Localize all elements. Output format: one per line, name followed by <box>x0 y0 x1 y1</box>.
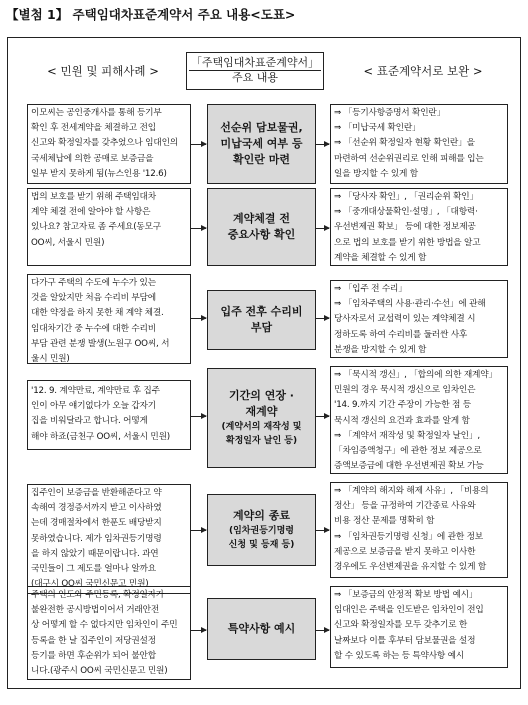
solution-line: ⇒ 「계약의 해지와 해제 사유」, 「비용의 <box>334 486 489 496</box>
solution-line: ⇒ 「당사자 확인」, 「권리순위 확인」 <box>334 192 478 202</box>
solution-line: 제공으로 보증금을 받지 못하고 이사한 <box>334 546 476 557</box>
topic-line: 미납국세 여부 등 <box>220 137 303 150</box>
case-box-3 <box>27 274 191 364</box>
solution-line: 으로 법의 보호를 받기 위한 방법을 알고 <box>334 237 481 248</box>
topic-box-5 <box>207 494 316 566</box>
case-line: 해야 하죠(금천구 OO씨, 서울시 민원) <box>31 431 170 442</box>
case-line: 있나요? 참고자료 좀 주세요(동모구 <box>31 222 161 233</box>
arrow-right <box>191 318 206 319</box>
solution-line: 분쟁을 방지할 수 있게 함 <box>334 344 427 355</box>
solution-line: 정하도록 하여 수리비를 둘러싼 사후 <box>334 329 468 340</box>
solution-box-5 <box>330 482 508 578</box>
solution-box-4 <box>330 366 508 474</box>
case-box-5 <box>27 484 191 594</box>
solution-line: 우선변제권 확보」 등에 대한 정보제공 <box>334 222 476 233</box>
solution-line: 마련하여 선순위권리로 인해 피해를 입는 <box>334 153 484 164</box>
solution-line: 당사자로서 교섭력이 있는 계약체결 시 <box>334 314 476 325</box>
case-line: 울시 민원) <box>31 354 70 364</box>
topic-box-2 <box>207 188 316 266</box>
solution-line: 계약을 체결할 수 있게 함 <box>334 252 427 263</box>
arrow-right <box>191 530 206 531</box>
page-title: 【별첨 1】 주택임대차표준계약서 주요 내용<도표> <box>6 7 296 22</box>
solution-line: ⇒ 「입주 전 수리」 <box>334 284 407 294</box>
case-line: (대구시 OO씨 국민신문고 민원) <box>31 579 149 590</box>
solution-line: 민원의 경우 묵시적 갱신으로 임차인은 <box>334 385 476 396</box>
topic-line: 계약의 종료 <box>233 509 290 522</box>
arrow-right <box>316 530 329 531</box>
arrow-right <box>316 318 329 319</box>
arrow-right <box>316 416 329 417</box>
topic-line: 특약사항 예시 <box>227 622 296 635</box>
arrow-right <box>316 630 329 631</box>
case-line: 법의 보호를 받기 위해 주택임대차 <box>31 192 156 202</box>
topic-line: 재계약 <box>245 405 278 418</box>
solution-box-1 <box>330 104 508 184</box>
solution-line: ⇒ 「묵시적 갱신」, 「합의에 의한 재계약」 <box>334 370 497 380</box>
topic-line: 부담 <box>250 321 273 334</box>
case-line: 등기를 하면 후순위가 되어 불안합 <box>31 650 156 661</box>
case-line: 집을 비워달라고 합니다. 어떻게 <box>31 416 148 427</box>
case-line: '12. 9. 계약만료, 계약만료 후 집주 <box>31 386 160 396</box>
solution-line: 날짜보다 이틀 후부터 담보물권을 설정 <box>334 635 476 646</box>
solution-line: 정산」 등을 규정하여 기간종료 사유와 <box>334 501 476 512</box>
case-line: 는데 경매절차에서 한푼도 배당받지 <box>31 518 162 529</box>
case-line: OO씨, 서울시 민원) <box>31 237 105 248</box>
solution-line: 「차임증액청구」에 관한 정보 제공으로 <box>334 446 482 457</box>
solution-box-2 <box>330 188 508 266</box>
solution-line: 임대인은 주택을 인도받은 임차인이 전입 <box>334 605 484 616</box>
topic-line: 계약체결 전 <box>233 212 290 225</box>
solution-line: ⇒ 「미납국세 확인란」 <box>334 123 421 134</box>
solution-line: '14. 9.까지 기간 주장이 가능한 점 등 <box>334 400 471 411</box>
topic-subline: 확정일자 날인 등) <box>225 436 298 446</box>
center-column-header <box>186 52 324 90</box>
topic-line: 선순위 담보물권, <box>220 121 303 134</box>
case-line: 대한 약정을 하지 못한 채 계약 체결. <box>31 308 164 319</box>
solution-box-3 <box>330 280 508 358</box>
case-line: 속해여 경정증서까지 받고 이사하였 <box>31 503 162 514</box>
solution-line: 증액보증금에 대한 우선변제권 확보 가능 <box>334 461 484 472</box>
solution-box-6 <box>330 586 508 668</box>
solution-line: 일을 방지할 수 있게 함 <box>334 168 418 179</box>
case-line: 확인 후 전세계약을 체결하고 전입 <box>31 123 156 134</box>
case-line: 니다.(광주시 OO씨 국민신문고 민원) <box>31 666 168 677</box>
case-box-1 <box>27 104 191 184</box>
case-line: 국세체납에 의한 공매로 보증금을 <box>31 153 154 164</box>
center-header-line2: 주요 내용 <box>231 71 278 84</box>
solution-line: 신고와 확정일자를 모두 갖추기로 한 <box>334 620 468 631</box>
topic-subline: (계약서의 재작성 및 <box>221 422 302 432</box>
case-line: 못하였습니다. 제가 임차권등기명령 <box>31 533 162 544</box>
solution-line: ⇒ 「계약서 재작성 및 확정일자 날인」, <box>334 430 480 441</box>
case-line: 일부 받지 못하게 됨(뉴스인용 '12.6) <box>31 168 167 179</box>
solution-line: ⇒ 「임차권등기명령 신청」에 관한 정보 <box>334 531 483 542</box>
arrow-right <box>316 144 329 145</box>
case-line: 계약 체결 전에 알아야 할 사항은 <box>31 207 151 218</box>
solution-line: ⇒ 「중개대상물확인·설명」, 「대항력· <box>334 207 478 218</box>
topic-box-4 <box>207 368 316 468</box>
case-line: 주택의 인도와 주민등록, 확정일자가 <box>31 590 165 600</box>
solution-line: ⇒ 「등기사항증명서 확인란」 <box>334 108 446 118</box>
case-box-6 <box>27 586 191 680</box>
case-line: 상 어떻게 할 수 없다지만 임차인이 주민 <box>31 620 178 631</box>
topic-box-6 <box>207 598 316 660</box>
right-column-header: < 표준계약서로 보완 > <box>363 64 483 78</box>
case-line: 것을 알았지만 처음 수리비 부담에 <box>31 293 156 304</box>
solution-line: 비용 정산 문제를 명확히 함 <box>334 516 435 527</box>
topic-line: 중요사항 확인 <box>227 228 296 241</box>
solution-line: ⇒ 「보증금의 안정적 확보 방법 예시」 <box>334 590 478 600</box>
case-line: 이모씨는 공인중개사를 통해 등기부 <box>31 108 162 118</box>
case-line: 인이 아무 얘기없다가 오늘 갑자기 <box>31 401 156 412</box>
case-line: 임대차기간 중 누수에 대한 수리비 <box>31 323 156 334</box>
solution-line: 할 수 있도록 하는 등 특약사항 예시 <box>334 650 465 661</box>
left-column-header: < 민원 및 피해사례 > <box>47 64 159 78</box>
case-box-2 <box>27 188 191 266</box>
case-line: 등록을 한 날 집주인이 저당권설정 <box>31 635 156 646</box>
center-header-line1: 「주택임대차표준계약서」 <box>190 56 320 69</box>
topic-line: 확인란 마련 <box>233 153 290 166</box>
arrow-right <box>191 144 206 145</box>
topic-subline: 신청 및 등재 등) <box>228 540 295 550</box>
arrow-right <box>316 228 329 229</box>
case-line: 국민들이 그 제도를 얼마나 알까요 <box>31 564 156 575</box>
case-line: 을 하지 않았기 때문이랍니다. 과연 <box>31 548 159 559</box>
solution-line: ⇒ 「임차주택의 사용·관리·수선」에 관해 <box>334 299 486 310</box>
arrow-right <box>191 416 206 417</box>
arrow-right <box>191 630 206 631</box>
case-line: 불완전한 공시방법이어서 거래안전 <box>31 605 160 616</box>
case-line: 다가구 주택의 수도에 누수가 있는 <box>31 278 156 288</box>
case-line: 신고와 확정일자를 갖추었으나 임대인의 <box>31 138 178 149</box>
solution-line: 묵시적 갱신의 요건과 효과를 알게 함 <box>334 415 470 426</box>
case-line: 부담 관련 분쟁 발생(노원구 OO씨, 서 <box>31 338 170 349</box>
topic-subline: (임차권등기명령 <box>229 526 294 536</box>
solution-line: 경우에도 우선변제권을 유지할 수 있게 함 <box>334 562 487 573</box>
topic-box-1 <box>207 104 316 184</box>
topic-box-3 <box>207 290 316 350</box>
topic-line: 기간의 연장 · <box>229 389 294 402</box>
arrow-right <box>191 228 206 229</box>
case-line: 집주인이 보증금을 반환해준다고 약 <box>31 488 162 498</box>
case-box-4 <box>27 380 191 450</box>
topic-line: 입주 전후 수리비 <box>220 305 303 318</box>
solution-line: ⇒ 「선순위 확정일자 현황 확인란」을 <box>334 138 475 149</box>
